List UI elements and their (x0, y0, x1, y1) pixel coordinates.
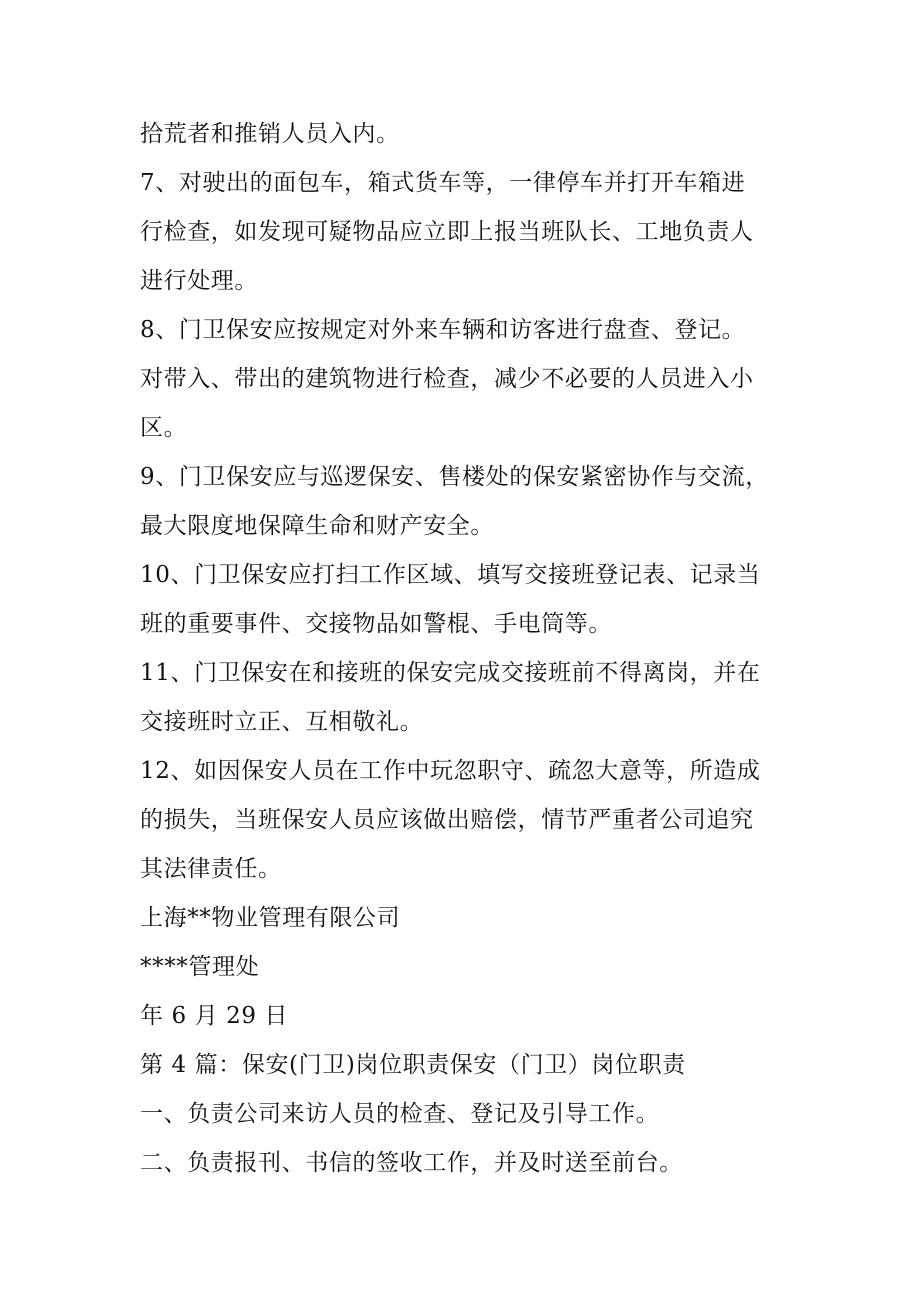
text-line: 的损失，当班保安人员应该做出赔偿，情节严重者公司追究 (140, 807, 754, 833)
text-line: 7、对驶出的面包车，箱式货车等，一律停车并打开车箱进 (140, 170, 746, 196)
section-heading: 第 4 篇：保安(门卫)岗位职责保安（门卫）岗位职责 (140, 1052, 686, 1078)
text-line: 二、负责报刊、书信的签收工作，并及时送至前台。 (140, 1150, 683, 1176)
text-line: 进行处理。 (140, 268, 258, 294)
office-name: ****管理处 (140, 954, 260, 980)
text-line: 行检查，如发现可疑物品应立即上报当班队长、工地负责人 (140, 219, 754, 245)
text-line: 拾荒者和推销人员入内。 (140, 121, 400, 147)
text-line: 12、如因保安人员在工作中玩忽职守、疏忽大意等，所造成 (140, 758, 761, 784)
text-line: 对带入、带出的建筑物进行检查，减少不必要的人员进入小 (140, 366, 754, 392)
text-line: 其法律责任。 (140, 856, 282, 882)
company-name: 上海**物业管理有限公司 (140, 905, 401, 931)
text-line: 8、门卫保安应按规定对外来车辆和访客进行盘查、登记。 (140, 317, 746, 343)
text-line: 班的重要事件、交接物品如警棍、手电筒等。 (140, 611, 612, 637)
text-line: 最大限度地保障生命和财产安全。 (140, 513, 494, 539)
text-line: 交接班时立正、互相敬礼。 (140, 709, 424, 735)
text-line: 10、门卫保安应打扫工作区域、填写交接班登记表、记录当 (140, 562, 761, 588)
text-line: 9、门卫保安应与巡逻保安、售楼处的保安紧密协作与交流， (140, 464, 769, 490)
date-line: 年 6 月 29 日 (140, 1003, 289, 1029)
text-line: 一、负责公司来访人员的检查、登记及引导工作。 (140, 1101, 660, 1127)
text-line: 区。 (140, 415, 188, 441)
text-line: 11、门卫保安在和接班的保安完成交接班前不得离岗，并在 (140, 660, 761, 686)
